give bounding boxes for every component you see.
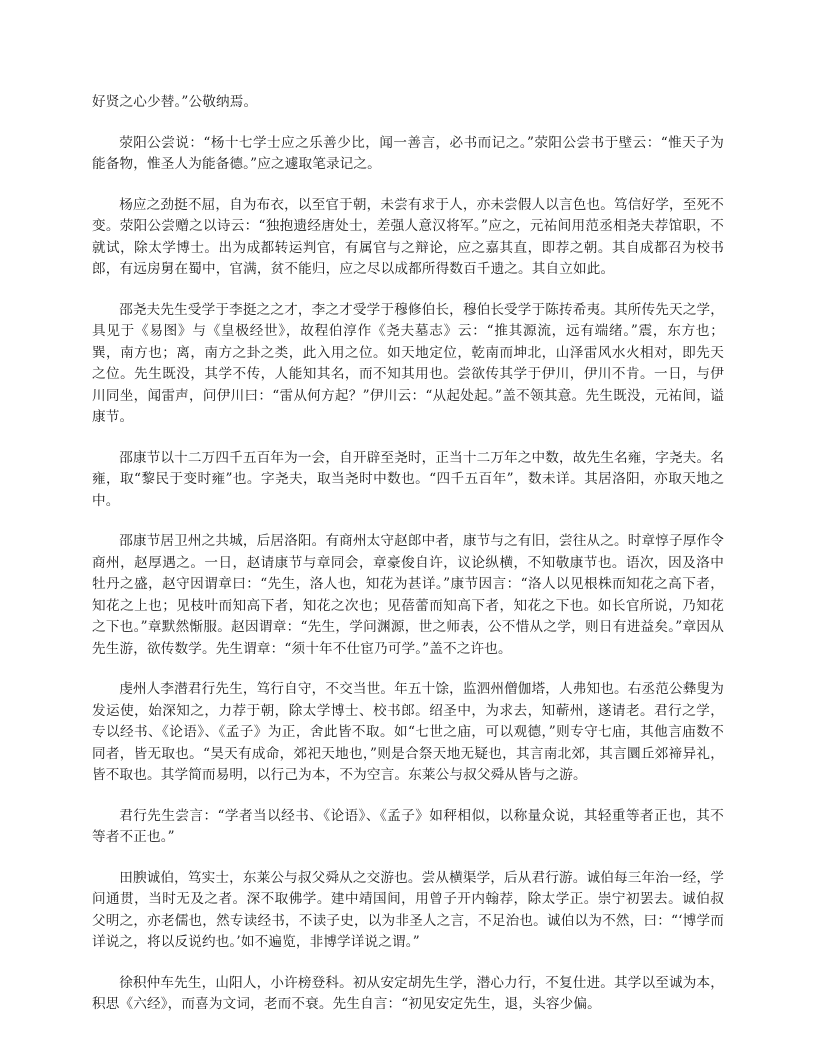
paragraph: 荥阳公尝说：“杨十七学士应之乐善少比，闻一善言，必书而记之。”荥阳公尝书于壁云：“惟天子为能备物，惟圣人为能备德。”应之遽取笔录记之。 (92, 134, 724, 172)
paragraph: 徐积仲车先生，山阳人，小许榜登科。初从安定胡先生学，潜心力行，不复仕进。其学以至诚为本，积思《六经》，而喜为文词，老而不衰。先生自言：“初见安定先生，退，头容少偏。 (92, 974, 724, 1012)
paragraph: 虔州人李潜君行先生，笃行自守，不交当世。年五十馀，监泗州僧伽塔，人弗知也。右丞范公彝叟为发运使，始深知之，力荐于朝，除太学博士、校书郎。绍圣中，为求去，知蕲州，遂请老。君行之学，专以经书、《论语》、《孟子》为正，舍此皆不取。如“七世之庙，可以观德，”则专守七庙，其他言庙数不同者，皆无取也。“昊天有成命，郊祀天地也，”则是合祭天地无疑也，其言南北郊，其言圜丘郊禘异礼，皆不取也。其学简而易明，以行己为本，不为空言。东莱公与叔父舜从皆与之游。 (92, 681, 724, 783)
paragraph: 田腴诚伯，笃实士，东莱公与叔父舜从之交游也。尝从横渠学，后从君行游。诚伯每三年治一经，学问通贯，当时无及之者。深不取佛学。建中靖国间，用曾子开内翰荐，除太学正。崇宁初罢去。诚伯叔父明之，亦老儒也，然专读经书，不读子史，以为非圣人之言，不足治也。诚伯以为不然，曰：“‘博学而详说之，将以反说约也。’如不遍览，非博学详说之谓。” (92, 869, 724, 950)
paragraph: 君行先生尝言：“学者当以经书、《论语》、《孟子》如秤相似，以称量众说，其轻重等者正也，其不等者不正也。” (92, 807, 724, 845)
paragraph: 杨应之劲挺不屈，自为布衣，以至官于朝，未尝有求于人，亦未尝假人以言色也。笃信好学，至死不变。荥阳公尝赠之以诗云：“独抱遗经唐处士，差强人意汉将军。”应之，元祐间用范丞相尧夫荐馆职，不就试，除太学博士。出为成都转运判官，有属官与之辩论，应之嘉其直，即荐之朝。其自成都召为校书郎，有远房舅在蜀中，官满，贫不能归，应之尽以成都所得数百千遗之。其自立如此。 (92, 196, 724, 277)
paragraph: 邵康节以十二万四千五百年为一会，自开辟至尧时，正当十二万年之中数，故先生名雍，字尧夫。名雍，取“黎民于变时雍”也。字尧夫，取当尧时中数也。“四千五百年”，数未详。其居洛阳，亦取天地之中。 (92, 449, 724, 509)
document-page (92, 92, 724, 1035)
paragraph: 好贤之心少替。”公敬纳焉。 (92, 94, 258, 110)
paragraph: 邵康节居卫州之共城，后居洛阳。有商州太守赵郎中者，康节与之有旧，尝往从之。时章惇子厚作令商州，赵厚遇之。一日，赵请康节与章同会，章豪俊自许，议论纵横，不知敬康节也。语次，因及洛中牡丹之盛，赵守因谓章曰：“先生，洛人也，知花为甚详。”康节因言：“洛人以见根株而知花之高下者，知花之上也；见枝叶而知高下者，知花之次也；见蓓蕾而知高下者，知花之下也。如长官所说，乃知花之下也。”章默然惭服。赵因谓章：“先生，学问渊源，世之师表，公不惜从之学，则日有进益矣。”章因从先生游，欲传数学。先生谓章：“须十年不仕宦乃可学。”盖不之许也。 (92, 533, 724, 657)
paragraph: 邵尧夫先生受学于李挺之之才，李之才受学于穆修伯长，穆伯长受学于陈抟希夷。其所传先天之学，具见于《易图》与《皇极经世》，故程伯淳作《尧夫墓志》云：“推其源流，远有端绪。”震，东方也；巽，南方也；离，南方之卦之类，此入用之位。如天地定位，乾南而坤北，山泽雷风水火相对，即先天之位。先生既没，其学不传，人能知其名，而不知其用也。尝欲传其学于伊川，伊川不肯。一日，与伊川同坐，闻雷声，问伊川曰：“雷从何方起？”伊川云：“从起处起。”盖不领其意。先生既没，元祐间，谥康节。 (92, 301, 724, 425)
